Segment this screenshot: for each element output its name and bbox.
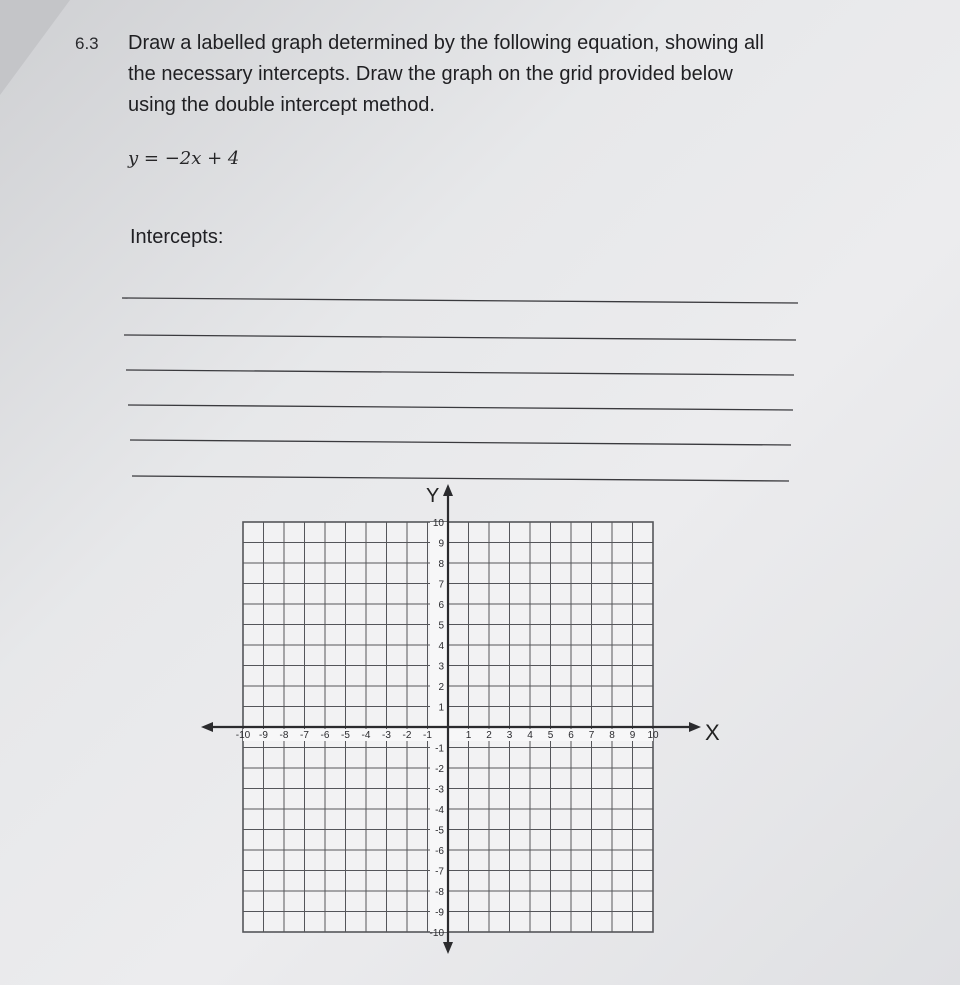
y-axis-arrow-up [443,484,453,496]
grid-svg[interactable] [195,478,725,978]
x-tick-label: -2 [402,730,412,741]
y-tick-label: -7 [435,866,444,878]
question-line-1: Draw a labelled graph determined by the following equation, showing all [128,32,764,54]
y-tick-label: -9 [435,907,444,919]
x-tick-label: -5 [341,730,350,741]
x-axis-label: X [705,720,720,745]
answer-line[interactable] [124,335,796,340]
x-tick-label: -7 [300,730,309,741]
x-tick-label: 3 [506,730,513,741]
y-tick-label: -10 [429,928,444,939]
x-tick-label: 1 [465,730,472,741]
y-tick-label: 6 [438,600,444,611]
y-tick-label: 2 [438,682,444,693]
x-tick-label: -10 [235,730,251,741]
answer-line[interactable] [128,405,793,410]
coordinate-grid[interactable] [195,478,725,978]
equation: y = −2x + 4 [128,148,240,169]
x-axis-arrow-right [689,722,701,732]
x-tick-label: -8 [279,730,289,741]
answer-line[interactable] [126,370,794,375]
y-tick-label: -4 [435,805,444,816]
x-axis-arrow-left [201,722,213,732]
x-tick-label: 4 [527,730,533,741]
x-tick-label: -9 [259,730,268,741]
x-tick-label: -6 [320,730,330,741]
y-tick-label: -1 [435,743,444,755]
y-tick-label: 10 [432,518,444,529]
y-tick-label: 7 [438,579,444,591]
y-axis-arrow-down [443,942,453,954]
x-tick-label: -1 [423,730,432,741]
x-tick-label: 2 [486,730,492,741]
intercepts-label: Intercepts: [130,226,224,248]
x-tick-label: 8 [609,730,615,741]
y-tick-label: 8 [438,559,444,570]
answer-line[interactable] [130,440,791,445]
question-text [128,28,808,121]
y-tick-label: 5 [438,620,444,632]
x-tick-label: 10 [647,730,659,741]
question-line-2: the necessary intercepts. Draw the graph on the grid provided below [128,63,733,85]
x-tick-label: 7 [588,730,595,741]
x-tick-label: -4 [361,730,371,741]
y-axis-label: Y [426,485,440,507]
y-tick-label: 1 [438,702,444,714]
x-tick-label: 5 [547,730,554,741]
x-tick-label: -3 [382,730,391,741]
page-corner-shadow [0,0,70,95]
y-tick-label: -5 [435,825,444,837]
question-line-3: using the double intercept method. [128,94,435,116]
question-number: 6.3 [75,34,99,53]
y-tick-label: -6 [435,846,444,857]
y-tick-label: -8 [435,887,444,898]
x-tick-label: 6 [568,730,574,741]
y-tick-label: -2 [435,764,444,775]
y-tick-label: 4 [438,641,444,652]
y-tick-label: -3 [435,784,444,796]
answer-line[interactable] [122,298,798,303]
x-tick-label: 9 [629,730,636,741]
y-tick-label: 9 [438,538,444,550]
y-tick-label: 3 [438,661,444,673]
